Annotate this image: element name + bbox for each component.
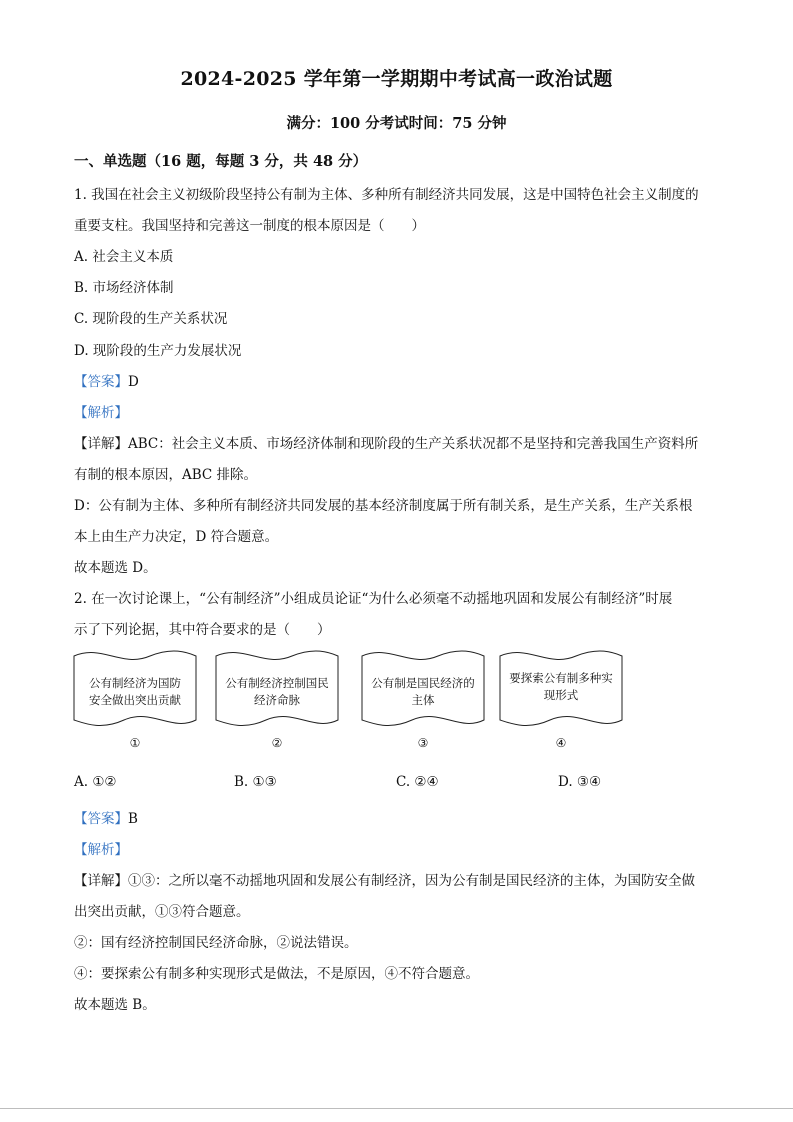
q1-option-c: C. 现阶段的生产关系状况 [74,311,228,327]
q2-stem-line1: 2. 在一次讨论课上，“公有制经济”小组成员论证“为什么必须毫不动摇地巩固和发展公有制经济”时展 [74,591,673,607]
q2-answer [74,807,138,827]
q1-answer [74,370,139,390]
evidence-box-1-line2: 安全做出突出贡献 [89,693,181,707]
evidence-box-3-text [366,675,480,709]
evidence-box-2 [214,642,340,750]
q2-analysis-label: 【解析】 [74,842,128,858]
evidence-box-1 [72,642,198,750]
q1-answer-tag: 【答案】 [74,374,128,390]
evidence-box-3-line1: 公有制是国民经济的 [371,676,475,690]
evidence-box-3-line2: 主体 [411,693,435,707]
evidence-box-1-num: ① [129,736,141,750]
q1-detail-line3: D：公有制为主体、多种所有制经济共同发展的基本经济制度属于所有制关系，是生产关系，生产关系根 [74,498,693,514]
q1-detail-tag: 【详解】 [74,436,128,452]
q2-detail-line2: 出突出贡献，①③符合题意。 [74,904,250,920]
q1-stem-line2: 重要支柱。我国坚持和完善这一制度的根本原因是（ ） [74,218,425,234]
evidence-box-3-num: ③ [417,736,429,750]
q1-conclusion: 故本题选 D。 [74,560,157,576]
evidence-box-4-line2: 现形式 [543,688,579,702]
q2-conclusion: 故本题选 B。 [74,997,156,1013]
evidence-box-2-num: ② [271,736,283,750]
evidence-box-2-text [220,675,334,709]
q2-analysis-tag [74,838,128,858]
q2-option-a: A. ①② [74,774,117,790]
q2-detail-line4: ④：要探索公有制多种实现形式是做法，不是原因，④不符合题意。 [74,966,479,982]
q2-answer-tag: 【答案】 [74,811,128,827]
evidence-box-1-line1: 公有制经济为国防 [89,676,181,690]
q1-detail-line2: 有制的根本原因，ABC 排除。 [74,467,258,483]
evidence-box-1-text [78,675,192,709]
q2-evidence-boxes [70,642,630,754]
q2-detail-tag: 【详解】 [74,873,128,889]
q2-option-b: B. ①③ [234,774,277,790]
q2-detail-text1: ①③：之所以毫不动摇地巩固和发展公有制经济，因为公有制是国民经济的主体，为国防安全做 [128,873,695,889]
q1-analysis-tag [74,401,128,421]
q2-answer-value: B [128,811,138,827]
q2-option-c: C. ②④ [396,774,439,790]
q2-option-d: D. ③④ [558,774,602,790]
q1-analysis-label: 【解析】 [74,405,128,421]
evidence-box-3 [360,642,486,750]
evidence-box-4 [498,642,624,750]
q1-detail-line4: 本上由生产力决定，D 符合题意。 [74,529,279,545]
q2-detail-line1 [74,869,695,889]
q1-stem-line1: 1. 我国在社会主义初级阶段坚持公有制为主体、多种所有制经济共同发展，这是中国特色社会主义制度的 [74,187,699,203]
section-heading: 一、单选题（16 题，每题 3 分，共 48 分） [74,153,368,170]
evidence-box-4-num: ④ [555,736,567,750]
page-subtitle: 满分：100 分考试时间：75 分钟 [286,115,507,132]
page-bottom-divider [0,1108,793,1109]
page-title: 2024-2025 学年第一学期期中考试高一政治试题 [180,68,613,90]
q1-option-d: D. 现阶段的生产力发展状况 [74,343,242,359]
evidence-box-4-line1: 要探索公有制多种实 [509,671,613,685]
q2-detail-line3: ②：国有经济控制国民经济命脉，②说法错误。 [74,935,358,951]
q2-stem-line2: 示了下列论据，其中符合要求的是（ ） [74,622,331,638]
evidence-box-2-line1: 公有制经济控制国民 [225,676,329,690]
q1-option-b: B. 市场经济体制 [74,280,174,296]
q1-option-a: A. 社会主义本质 [74,249,174,265]
q1-detail-line1 [74,432,698,452]
evidence-box-2-line2: 经济命脉 [254,693,300,707]
evidence-box-4-text [504,670,618,704]
q1-detail-text1: ABC：社会主义本质、市场经济体制和现阶段的生产关系状况都不是坚持和完善我国生产资料所 [128,436,699,452]
q1-answer-value: D [128,374,139,390]
